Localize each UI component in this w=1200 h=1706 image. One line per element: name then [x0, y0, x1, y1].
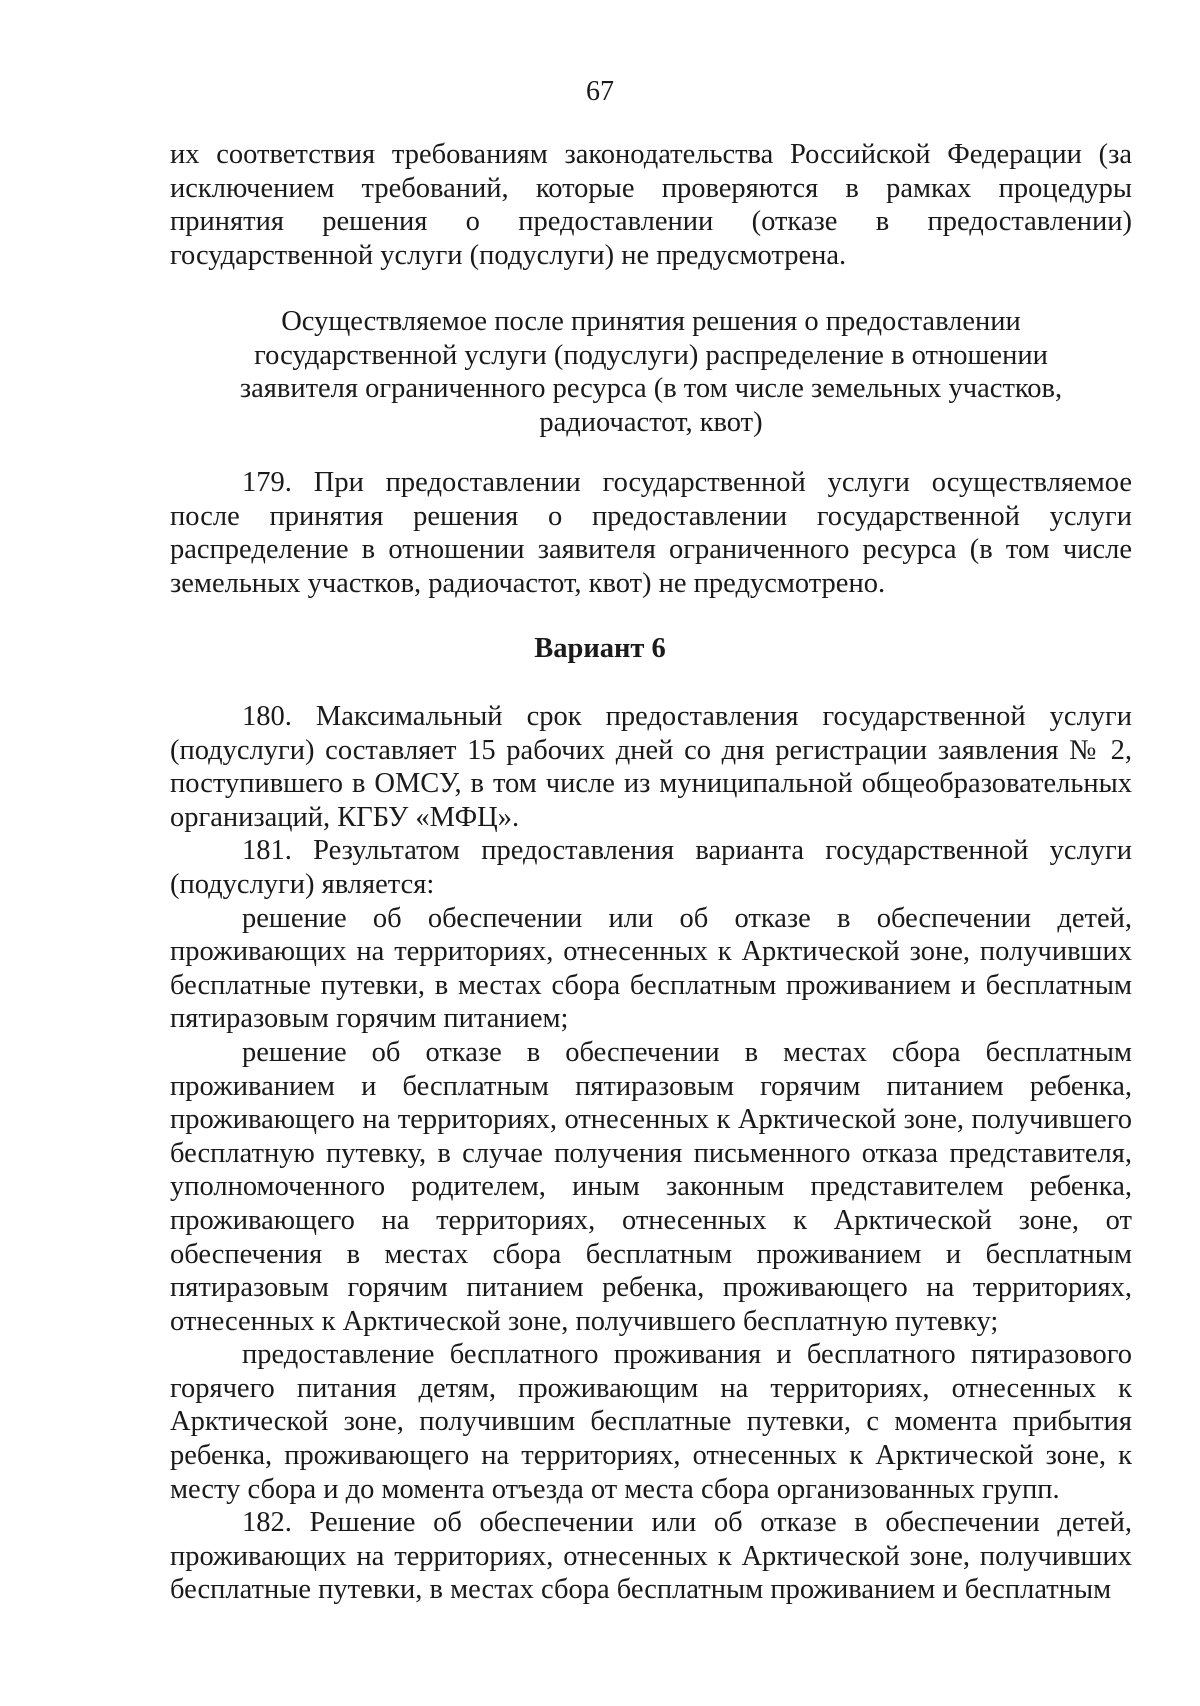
result-item-1: решение об обеспечении или об отказе в обеспечении детей, проживающих на территориях, отнесенных к Арктической зоне, получивших бесплатные путевки, в местах сбора бесплатным проживанием и бесплатным пятиразовым горячим питанием;	[170, 902, 1132, 1035]
variant-heading: Вариант 6	[534, 633, 666, 664]
section-subheading	[170, 305, 1132, 439]
paragraph-181: 181. Результатом предоставления варианта государственной услуги (подуслуги) является:	[170, 835, 1132, 900]
subheading-line-2: государственной услуги (подуслуги) распределение в отношении	[254, 339, 1048, 371]
result-item-2: решение об отказе в обеспечении в местах сбора бесплатным проживанием и бесплатным пятиразовым горячим питанием ребенка, проживающего на территориях, отнесенных к Арктической зоне, получившего бесплатную путевку, в случае получения письменного отказа представителя, уполномоченного родителем, иным законным представителем ребенка, проживающего на территориях, отнесенных к Арктической зоне, от обеспечения в местах сбора бесплатным проживанием и бесплатным пятиразовым горячим питанием ребенка, проживающего на территориях, отнесенных к Арктической зоне, получившего бесплатную путевку;	[170, 1036, 1132, 1337]
subheading-line-1: Осуществляемое после принятия решения о предоставлении	[281, 306, 1021, 337]
paragraph-179: 179. При предоставлении государственной услуги осуществляемое после принятия решения о предоставлении государственной услуги распределение в отношении заявителя ограниченного ресурса (в том числе земельных участков, радиочастот, квот) не предусмотрено.	[170, 467, 1132, 599]
paragraph-180: 180. Максимальный срок предоставления государственной услуги (подуслуги) составляет 15 рабочих дней со дня регистрации заявления № 2, поступившего в ОМСУ, в том числе из муниципальной общеобразовательных организаций, КГБУ «МФЦ».	[170, 701, 1132, 833]
intro-paragraph: их соответствия требованиям законодательства Российской Федерации (за исключением требований, которые проверяются в рамках процедуры принятия решения о предоставлении (отказе в предоставлении) государственной услуги (подуслуги) не предусмотрена.	[170, 139, 1132, 271]
variant-body	[170, 700, 1132, 1607]
page-number: 67	[586, 76, 614, 107]
paragraph-179-block	[170, 466, 1132, 600]
subheading-line-4: радиочастот, квот)	[539, 406, 763, 438]
paragraph-182: 182. Решение об обеспечении или об отказе в обеспечении детей, проживающих на территориях, отнесенных к Арктической зоне, получивших бесплатные путевки, в местах сбора бесплатным проживанием и бесплатным	[170, 1507, 1132, 1606]
subheading-line-3: заявителя ограниченного ресурса (в том числе земельных участков,	[239, 373, 1063, 405]
intro-paragraph-block	[170, 138, 1132, 272]
result-item-3: предоставление бесплатного проживания и бесплатного пятиразового горячего питания детям, проживающим на территориях, отнесенных к Арктической зоне, получившим бесплатные путевки, с момента прибытия ребенка, проживающего на территориях, отнесенных к Арктической зоне, к месту сбора и до момента отъезда от места сбора организованных групп.	[170, 1339, 1132, 1505]
